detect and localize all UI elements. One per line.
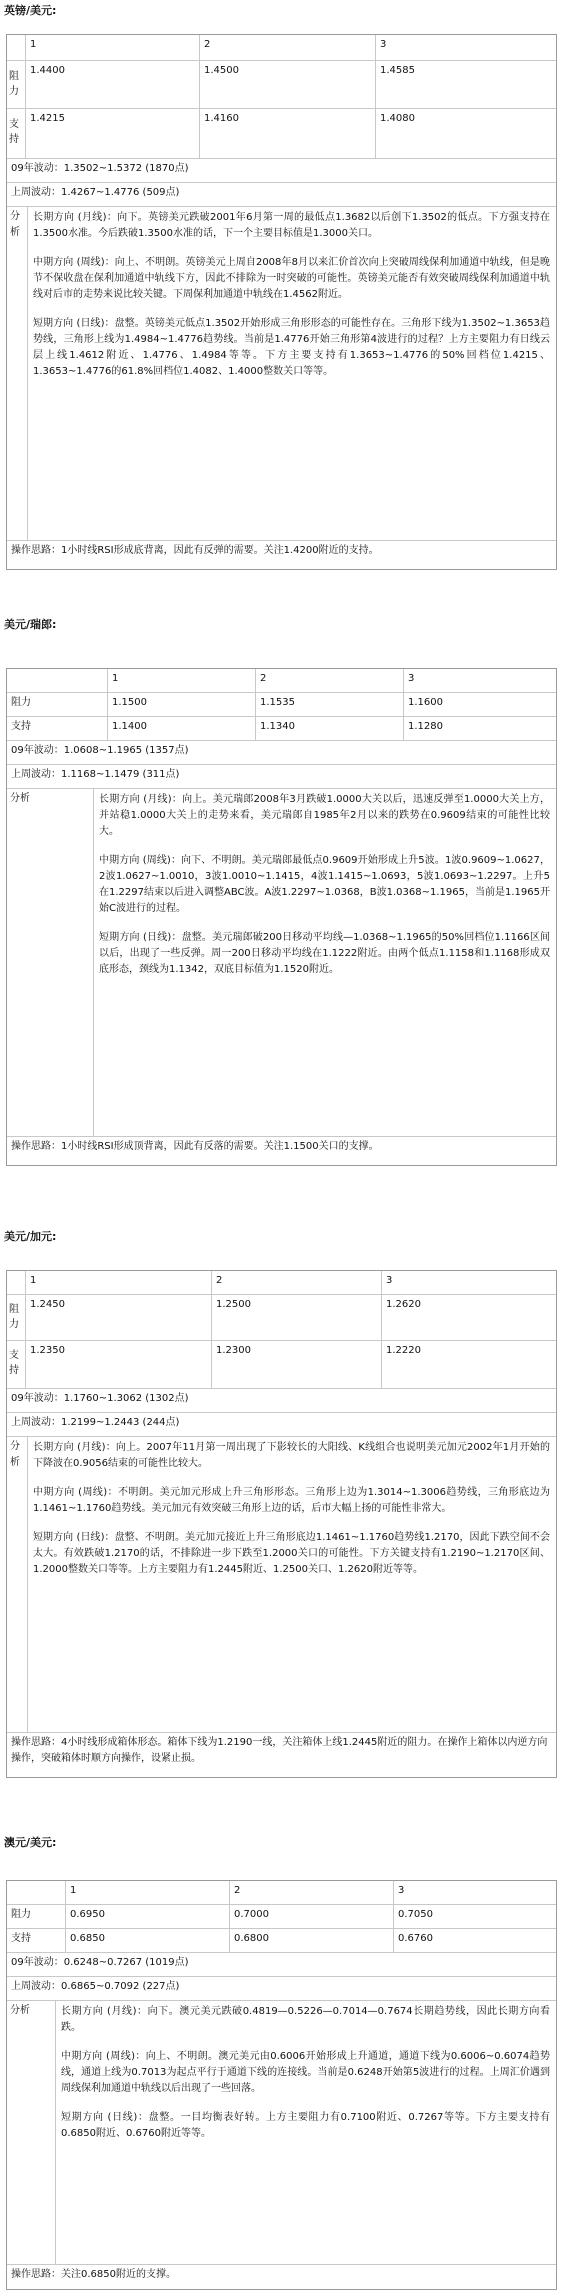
support-3: 0.6760 xyxy=(393,1929,556,1952)
col-header-3: 3 xyxy=(381,1271,556,1294)
analysis-row xyxy=(7,1437,556,1733)
support-2: 1.1340 xyxy=(255,717,403,740)
analysis-long: 长期方向 (月线)：向上。2007年11月第一周出现了下影较长的大阳线、K线组合也说明美元加元2002年1月开始的下降波在0.9056结束的可能性比较大。 xyxy=(33,1442,550,1469)
col-header-3: 3 xyxy=(403,669,556,692)
resistance-row xyxy=(7,693,556,717)
quote-table xyxy=(6,1270,557,1778)
analysis-mid: 中期方向 (周线)：不明朗。美元加元形成上升三角形形态。三角形上边为1.3014~1.3006趋势线，三角形底边为1.1461~1.1760趋势线。美元加元有效突破三角形上边的话，后市大幅上扬的可能性非常大。 xyxy=(33,1487,550,1514)
resistance-1: 0.6950 xyxy=(65,1905,229,1928)
col-header-2: 2 xyxy=(255,669,403,692)
range-week: 上周波动：0.6865~0.7092 (227点) xyxy=(7,1977,556,2001)
analysis-label: 分析 xyxy=(7,207,28,540)
analysis-row xyxy=(7,2001,556,2265)
resistance-1: 1.1500 xyxy=(107,693,255,716)
operation-note: 操作思路：关注0.6850附近的支撑。 xyxy=(11,2269,176,2280)
col-header-1: 1 xyxy=(65,1881,229,1904)
range-09: 09年波动：1.3502~1.5372 (1870点) xyxy=(7,159,556,183)
support-2: 1.2300 xyxy=(211,1341,381,1388)
analysis-label: 分析 xyxy=(7,2001,56,2264)
section-title: 英镑/美元: xyxy=(4,4,57,17)
resistance-1: 1.2450 xyxy=(25,1295,211,1340)
resistance-3: 1.1600 xyxy=(403,693,556,716)
range-week: 上周波动：1.1168~1.1479 (311点) xyxy=(7,765,556,789)
col-header-3: 3 xyxy=(375,35,556,60)
analysis-short: 短期方向 (日线)：盘整、不明朗。美元加元接近上升三角形底边1.1461~1.1760趋势线1.2170，因此下跌空间不会太大。有效跌破1.2170的话，不排除进一步下跌至1.2000关口的可能性。下方关键支持有1.2190~1.2170区间、1.2000整数关口等等。上方主要阻力有1.2445附近、1.2500关口、1.2620附近等等。 xyxy=(33,1532,550,1575)
analysis-long: 长期方向 (月线)：向上。美元瑞郎2008年3月跌破1.0000大关以后，迅速反弹至1.0000大关上方，并站稳1.0000大关上的走势来看，美元瑞郎自1985年2月以来的跌势在0.9609结束的可能性比较大。 xyxy=(99,794,550,837)
support-3: 1.2220 xyxy=(381,1341,556,1388)
analysis-short: 短期方向 (日线)：盘整。美元瑞郎破200日移动平均线—1.0368~1.1965的50%回档位1.1166区间以后，出现了一些反弹。周一200日移动平均线在1.1222附近。由两个低点1.1158和1.1168形成双底形态，颈线为1.1342，双底目标值为1.1520附近。 xyxy=(99,932,550,975)
analysis-row xyxy=(7,789,556,1137)
col-header-1: 1 xyxy=(25,35,199,60)
resistance-3: 1.4585 xyxy=(375,61,556,108)
analysis-short: 短期方向 (日线)：盘整。一目均衡表好转。上方主要阻力有0.7100附近、0.7267等等。下方主要支持有0.6850附近、0.6760附近等等。 xyxy=(61,2112,550,2139)
resistance-3: 1.2620 xyxy=(381,1295,556,1340)
col-header-3: 3 xyxy=(393,1881,556,1904)
analysis-short: 短期方向 (日线)：盘整。英镑美元低点1.3502开始形成三角形形态的可能性存在。三角形下线为1.3502~1.3653趋势线，三角形上线为1.4984~1.4776趋势线。当前是1.4776开始三角形第4波进行的过程？上方主要阻力有日线云层上线1.4612附近、1.4776、1.4984等等。下方主要支持有1.3653~1.4776的50%回档位1.4215、1.3653~1.4776的61.8%回档位1.4082、1.4000整数关口等等。 xyxy=(33,318,550,377)
support-row xyxy=(7,1341,556,1389)
support-1: 1.4215 xyxy=(25,109,199,158)
support-label: 支持 xyxy=(11,1933,31,1944)
header-row xyxy=(7,1881,556,1905)
analysis-label: 分析 xyxy=(7,1437,28,1732)
analysis-long: 长期方向 (月线)：向下。澳元美元跌破0.4819—0.5226—0.7014—0.7674长期趋势线，因此长期方向看跌。 xyxy=(61,2006,550,2033)
resistance-label: 阻力 xyxy=(11,697,31,708)
support-row xyxy=(7,1929,556,1953)
resistance-2: 1.2500 xyxy=(211,1295,381,1340)
range-09: 09年波动：1.1760~1.3062 (1302点) xyxy=(7,1389,556,1413)
analysis-row xyxy=(7,207,556,541)
col-header-1: 1 xyxy=(107,669,255,692)
resistance-row xyxy=(7,1295,556,1341)
support-label: 支持 xyxy=(9,119,19,145)
support-row xyxy=(7,109,556,159)
support-1: 0.6850 xyxy=(65,1929,229,1952)
analysis-label: 分析 xyxy=(7,789,94,1136)
quote-table xyxy=(6,668,557,1166)
support-label: 支持 xyxy=(9,1350,19,1376)
analysis-long: 长期方向 (月线)：向下。英镑美元跌破2001年6月第一周的最低点1.3682以后创下1.3502的低点。下方强支持在1.3500水准。今后跌破1.3500水准的话，下一个主要目标值是1.3000关口。 xyxy=(33,212,550,239)
resistance-row xyxy=(7,1905,556,1929)
resistance-2: 1.4500 xyxy=(199,61,375,108)
col-header-2: 2 xyxy=(229,1881,393,1904)
support-3: 1.1280 xyxy=(403,717,556,740)
operation-note: 操作思路：1小时线RSI形成顶背离，因此有反落的需要。关注1.1500关口的支撑。 xyxy=(11,1141,379,1152)
header-row xyxy=(7,35,556,61)
support-1: 1.1400 xyxy=(107,717,255,740)
header-row xyxy=(7,1271,556,1295)
section-title: 美元/加元: xyxy=(4,1230,57,1243)
support-2: 1.4160 xyxy=(199,109,375,158)
resistance-label: 阻力 xyxy=(11,1909,31,1920)
resistance-label: 阻力 xyxy=(9,1304,19,1330)
resistance-row xyxy=(7,61,556,109)
support-row xyxy=(7,717,556,741)
analysis-mid: 中期方向 (周线)：向上、不明朗。英镑美元上周自2008年8月以来汇价首次向上突破周线保利加通道中轨线，但是晚节不保收盘在保利加通道中轨线下方，因此不排除为一时突破的可能性。英镑美元能否有效突破周线保利加通道中轨线对后市的走势来说比较关键。下周保利加通道中轨线在1.4562附近。 xyxy=(33,257,550,300)
resistance-label: 阻力 xyxy=(9,71,19,97)
col-header-2: 2 xyxy=(199,35,375,60)
range-09: 09年波动：1.0608~1.1965 (1357点) xyxy=(7,741,556,765)
operation-note: 操作思路：1小时线RSI形成底背离，因此有反弹的需要。关注1.4200附近的支持。 xyxy=(11,545,379,556)
header-row xyxy=(7,669,556,693)
operation-note: 操作思路：4小时线形成箱体形态。箱体下线为1.2190一线，关注箱体上线1.2445附近的阻力。在操作上箱体以内逆方向操作，突破箱体时顺方向操作，设紧止损。 xyxy=(11,1737,548,1764)
resistance-2: 1.1535 xyxy=(255,693,403,716)
support-1: 1.2350 xyxy=(25,1341,211,1388)
resistance-3: 0.7050 xyxy=(393,1905,556,1928)
support-label: 支持 xyxy=(11,721,31,732)
analysis-mid: 中期方向 (周线)：向下、不明朗。美元瑞郎最低点0.9609开始形成上升5波。1波0.9609~1.0627，2波1.0627~1.0010，3波1.0010~1.1415，4波1.1415~1.0693，5波1.0693~1.2297。上升5在1.2297结束以后进入调整ABC波。A波1.2297~1.0368，B波1.0368~1.1965，当前是1.1965开始C波进行的过程。 xyxy=(99,855,550,914)
quote-table xyxy=(6,1880,557,2290)
col-header-1: 1 xyxy=(25,1271,211,1294)
col-header-2: 2 xyxy=(211,1271,381,1294)
support-3: 1.4080 xyxy=(375,109,556,158)
section-title: 美元/瑞郎: xyxy=(4,618,57,631)
analysis-mid: 中期方向 (周线)：向上、不明朗。澳元美元由0.6006开始形成上升通道，通道下线为0.6006~0.6074趋势线，通道上线为0.7013为起点平行于通道下线的连接线。当前是0.6248开始第5波进行的过程。上周汇价遇到周线保利加通道中轨线以后出现了一些回落。 xyxy=(61,2051,550,2094)
range-week: 上周波动：1.4267~1.4776 (509点) xyxy=(7,183,556,207)
range-week: 上周波动：1.2199~1.2443 (244点) xyxy=(7,1413,556,1437)
resistance-2: 0.7000 xyxy=(229,1905,393,1928)
range-09: 09年波动：0.6248~0.7267 (1019点) xyxy=(7,1953,556,1977)
quote-table xyxy=(6,34,557,570)
section-title: 澳元/美元: xyxy=(4,1836,57,1849)
resistance-1: 1.4400 xyxy=(25,61,199,108)
support-2: 0.6800 xyxy=(229,1929,393,1952)
